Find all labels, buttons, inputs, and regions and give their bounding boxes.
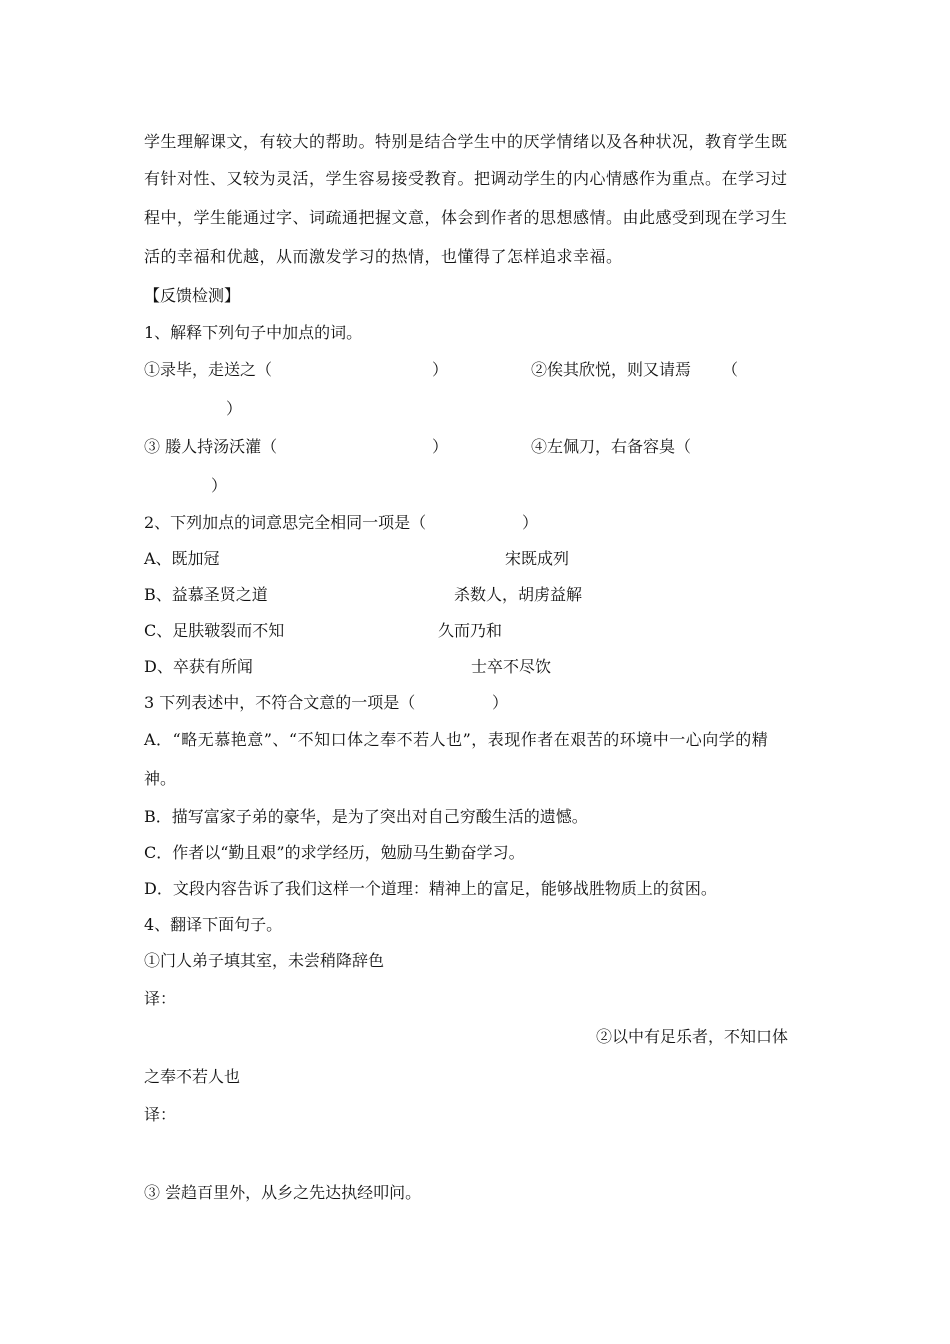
q4-stem: 4、翻译下面句子。 (144, 915, 283, 934)
q3-option-b: B．描写富家子弟的豪华，是为了突出对自己穷酸生活的遗憾。 (144, 807, 588, 826)
q2-option-d-right: 士卒不尽饮 (471, 657, 552, 676)
q3-stem: 3 下列表述中，不符合文意的一项是（ (144, 693, 416, 712)
q1-item-1-close: ） (432, 360, 449, 379)
q1-item-3-close: ） (432, 437, 449, 456)
q2-option-b-left: B、益慕圣贤之道 (144, 585, 268, 604)
q3-stem-close: ） (492, 693, 509, 712)
q4-translate-label-1: 译： (144, 989, 177, 1008)
intro-line-2: 有针对性、又较为灵活，学生容易接受教育。把调动学生的内心情感作为重点。在学习过 (144, 169, 788, 188)
intro-line-3: 程中，学生能通过字、词疏通把握文意，体会到作者的思想感情。由此感受到现在学习生 (144, 208, 788, 227)
q3-option-a-line-1: A．“略无慕艳意”、“不知口体之奉不若人也”，表现作者在艰苦的环境中一心向学的精 (144, 730, 769, 749)
q2-option-a-left: A、既加冠 (144, 549, 220, 568)
q1-item-4-close: ） (211, 476, 228, 495)
q1-stem: 1、解释下列句子中加点的词。 (144, 323, 363, 342)
q1-item-4: ④左佩刀，右备容臭（ (531, 437, 692, 456)
intro-line-1: 学生理解课文，有较大的帮助。特别是结合学生中的厌学情绪以及各种状况，教育学生既 (144, 132, 788, 151)
section-heading: 【反馈检测】 (144, 286, 241, 305)
q2-option-b-right: 杀数人，胡虏益解 (454, 585, 583, 604)
q4-sentence-2-part-2: 之奉不若人也 (144, 1067, 241, 1086)
q2-option-a-right: 宋既成列 (505, 549, 570, 568)
q2-stem-close: ） (522, 513, 539, 532)
q3-option-a-line-2: 神。 (144, 769, 177, 788)
q2-option-c-left: C、足肤皲裂而不知 (144, 621, 285, 640)
q1-item-2-open: （ (722, 360, 739, 379)
q4-sentence-2-part-1: ②以中有足乐者，不知口体 (596, 1027, 789, 1046)
q4-sentence-1: ①门人弟子填其室，未尝稍降辞色 (144, 951, 385, 970)
q2-option-d-left: D、卒获有所闻 (144, 657, 253, 676)
q3-option-d: D．文段内容告诉了我们这样一个道理：精神上的富足，能够战胜物质上的贫困。 (144, 879, 717, 898)
intro-line-4: 活的幸福和优越，从而激发学习的热情，也懂得了怎样追求幸福。 (144, 247, 623, 266)
q2-option-c-right: 久而乃和 (438, 621, 503, 640)
q1-item-2: ②俟其欣悦，则又请焉 (531, 360, 692, 379)
q4-translate-label-2: 译： (144, 1105, 177, 1124)
q3-option-c: C．作者以“勤且艰”的求学经历，勉励马生勤奋学习。 (144, 843, 525, 862)
q1-item-3: ③ 媵人持汤沃灌（ (144, 437, 278, 456)
q2-stem: 2、下列加点的词意思完全相同一项是（ (144, 513, 427, 532)
q1-item-2-close: ） (226, 399, 243, 418)
q1-item-1: ①录毕，走送之（ (144, 360, 273, 379)
q4-sentence-3: ③ 尝趋百里外，从乡之先达执经叩问。 (144, 1183, 422, 1202)
